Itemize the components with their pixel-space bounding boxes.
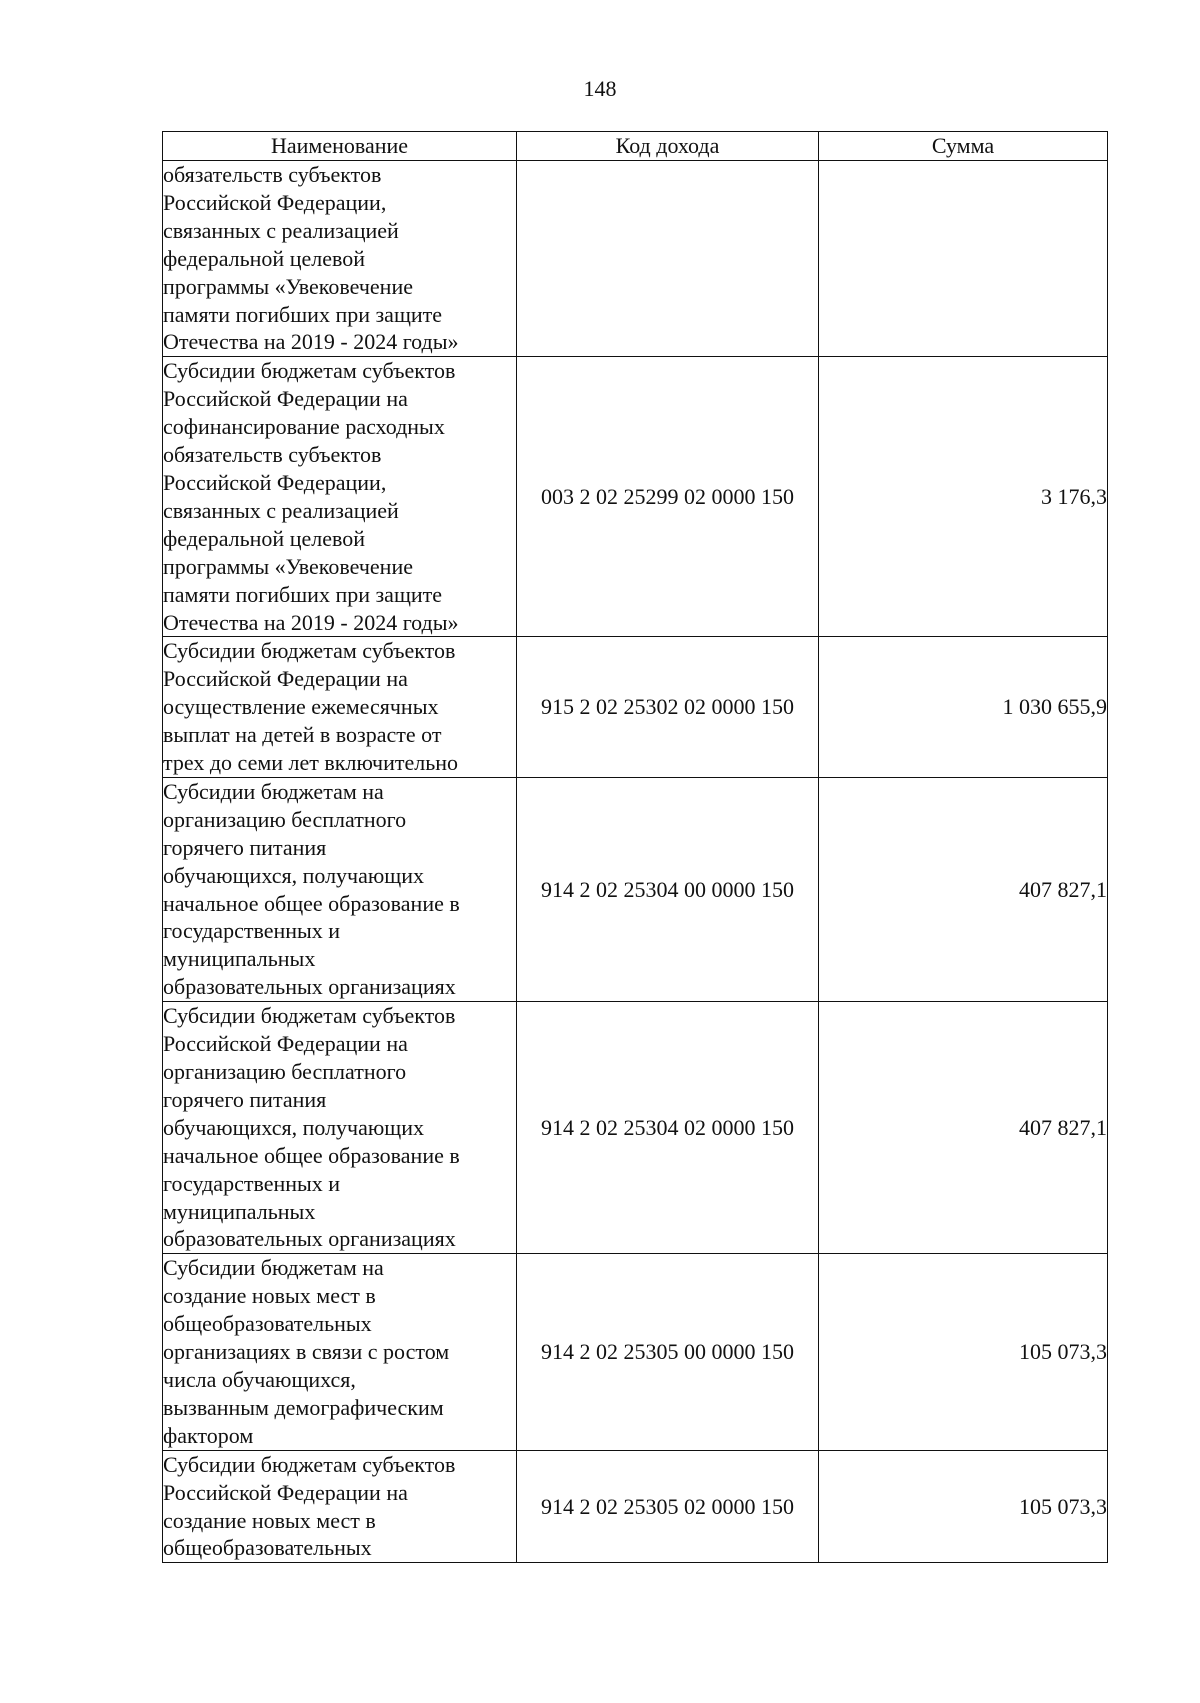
- name-line: связанных с реализацией: [163, 497, 399, 523]
- cell-name: [163, 777, 517, 1001]
- name-line: Субсидии бюджетам субъектов: [163, 358, 456, 384]
- cell-code: 914 2 02 25304 00 0000 150: [517, 777, 819, 1001]
- name-line: Российской Федерации на: [163, 1031, 408, 1057]
- name-line: образовательных организациях: [163, 1226, 456, 1252]
- name-line: Российской Федерации на: [163, 386, 408, 412]
- name-line: вызванным демографическим: [163, 1394, 444, 1420]
- name-line: обязательств субъектов: [163, 442, 382, 468]
- name-line: Субсидии бюджетам субъектов: [163, 1451, 456, 1477]
- name-line: Субсидии бюджетам на: [163, 778, 384, 804]
- name-line: Отечества на 2019 - 2024 годы»: [163, 609, 459, 635]
- table-row: [163, 1002, 1108, 1254]
- name-line: осуществление ежемесячных: [163, 694, 439, 720]
- name-line: софинансирование расходных: [163, 414, 445, 440]
- name-line: организациях в связи с ростом: [163, 1339, 450, 1365]
- name-line: Субсидии бюджетам субъектов: [163, 638, 456, 664]
- name-line: государственных и: [163, 1170, 341, 1196]
- cell-sum: 1 030 655,9: [819, 637, 1108, 778]
- name-line: общеобразовательных: [163, 1535, 372, 1561]
- name-line: общеобразовательных: [163, 1311, 372, 1337]
- cell-name: [163, 161, 517, 357]
- cell-sum: 407 827,1: [819, 1002, 1108, 1254]
- table-row: [163, 1450, 1108, 1563]
- name-line: начальное общее образование в: [163, 890, 460, 916]
- name-line: государственных и: [163, 918, 341, 944]
- cell-code: 914 2 02 25304 02 0000 150: [517, 1002, 819, 1254]
- name-line: числа обучающихся,: [163, 1366, 356, 1392]
- cell-code: 914 2 02 25305 02 0000 150: [517, 1450, 819, 1563]
- cell-code: 914 2 02 25305 00 0000 150: [517, 1254, 819, 1450]
- table-row: [163, 1254, 1108, 1450]
- name-line: фактором: [163, 1422, 254, 1448]
- name-line: организацию бесплатного: [163, 1059, 407, 1084]
- cell-sum: 3 176,3: [819, 357, 1108, 637]
- name-line: начальное общее образование в: [163, 1142, 460, 1168]
- name-line: Субсидии бюджетам на: [163, 1255, 384, 1281]
- page-number: 148: [583, 76, 617, 101]
- cell-sum: [819, 161, 1108, 357]
- name-line: трех до семи лет включительно: [163, 750, 459, 776]
- name-line: создание новых мест в: [163, 1283, 376, 1309]
- name-line: федеральной целевой: [163, 245, 365, 271]
- name-line: выплат на детей в возрасте от: [163, 722, 442, 748]
- header-code: Код дохода: [517, 132, 819, 161]
- cell-name: [163, 637, 517, 778]
- name-line: связанных с реализацией: [163, 217, 399, 243]
- cell-name: [163, 357, 517, 637]
- cell-sum: 407 827,1: [819, 777, 1108, 1001]
- name-line: обязательств субъектов: [163, 162, 382, 187]
- cell-code: [517, 161, 819, 357]
- header-sum: Сумма: [819, 132, 1108, 161]
- revenue-table: [162, 131, 1108, 1563]
- cell-name: [163, 1254, 517, 1450]
- name-line: федеральной целевой: [163, 525, 365, 551]
- name-line: программы «Увековечение: [163, 273, 413, 299]
- name-line: программы «Увековечение: [163, 553, 413, 579]
- name-line: образовательных организациях: [163, 974, 456, 1000]
- cell-code: 003 2 02 25299 02 0000 150: [517, 357, 819, 637]
- header-name: Наименование: [163, 132, 517, 161]
- name-line: Отечества на 2019 - 2024 годы»: [163, 329, 459, 355]
- name-line: Российской Федерации на: [163, 666, 408, 692]
- name-line: горячего питания: [163, 1086, 327, 1112]
- name-line: создание новых мест в: [163, 1507, 376, 1533]
- table-row: [163, 637, 1108, 778]
- name-line: памяти погибших при защите: [163, 581, 443, 607]
- table-header-row: [163, 132, 1108, 161]
- cell-name: [163, 1002, 517, 1254]
- name-line: Российской Федерации на: [163, 1479, 408, 1505]
- cell-name: [163, 1450, 517, 1563]
- name-line: обучающихся, получающих: [163, 862, 425, 888]
- cell-sum: 105 073,3: [819, 1254, 1108, 1450]
- name-line: обучающихся, получающих: [163, 1114, 425, 1140]
- name-line: муниципальных: [163, 946, 316, 972]
- name-line: горячего питания: [163, 834, 327, 860]
- table-body: [163, 161, 1108, 1563]
- name-line: Субсидии бюджетам субъектов: [163, 1003, 456, 1029]
- table-row: [163, 777, 1108, 1001]
- name-line: муниципальных: [163, 1198, 316, 1224]
- name-line: памяти погибших при защите: [163, 301, 443, 327]
- table-row: [163, 161, 1108, 357]
- name-line: Российской Федерации,: [163, 469, 387, 495]
- name-line: организацию бесплатного: [163, 806, 407, 832]
- name-line: Российской Федерации,: [163, 189, 387, 215]
- table-row: [163, 357, 1108, 637]
- cell-sum: 105 073,3: [819, 1450, 1108, 1563]
- cell-code: 915 2 02 25302 02 0000 150: [517, 637, 819, 778]
